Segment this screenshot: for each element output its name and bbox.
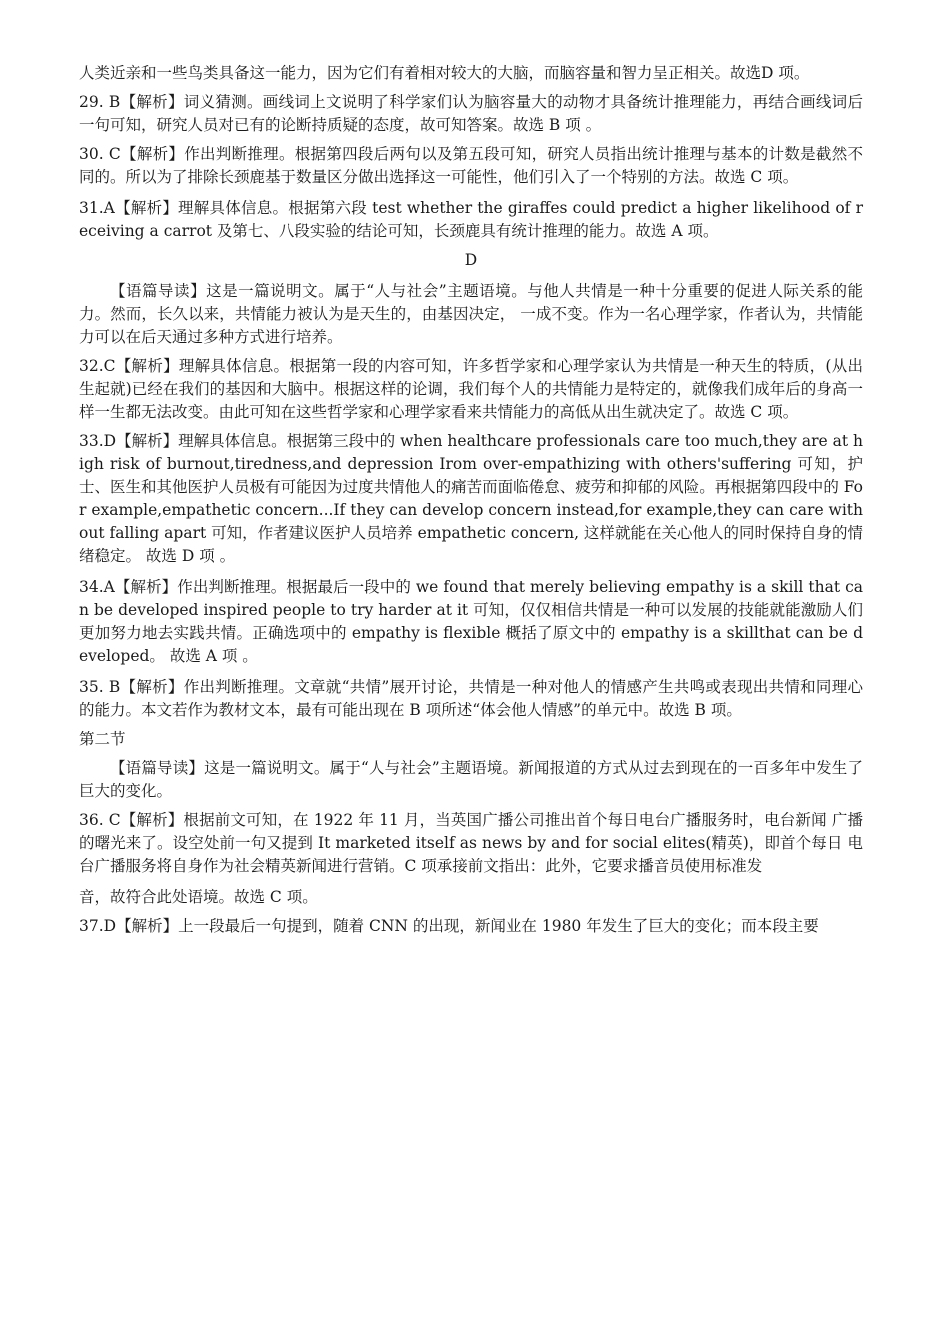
section-heading-d: D	[464, 251, 478, 269]
passage-intro-d: 【语篇导读】这是一篇说明文。属于“人与社会”主题语境。与他人共情是一种十分重要的促进人际关系的能力。然而，长久以来，共情能力被认为是天生的，由基因决定， 一成不变。作为一名心理学家，作者认为，共情能力可以在后天通过多种方式进行培养。	[79, 282, 863, 346]
answer-36: 36. C【解析】根据前文可知，在 1922 年 11 月，当英国广播公司推出首个每日电台广播服务时，电台新闻 广播的曙光来了。设空处前一句又提到 It marketed itself as news by and for social elites(精英)，即首个每日 电台广播服务将自身作为社会精英新闻进行营销。C 项承接前文指出：此外，它要求播音员使用标准发	[79, 811, 863, 875]
answer-32: 32.C【解析】理解具体信息。根据第一段的内容可知，许多哲学家和心理学家认为共情是一种天生的特质，(从出生起就)已经在我们的基因和大脑中。根据这样的论调，我们每个人的共情能力是特定的，就像我们成年后的身高一样一生都无法改变。由此可知在这些哲学家和心理学家看来共情能力的高低从出生就决定了。故选 C 项。	[79, 357, 863, 421]
answer-29: 29. B【解析】词义猜测。画线词上文说明了科学家们认为脑容量大的动物才具备统计推理能力，再结合画线词后一句可知，研究人员对已有的论断持质疑的态度，故可知答案。故选 B 项 。	[79, 93, 863, 134]
answer-33: 33.D【解析】理解具体信息。根据第三段中的 when healthcare professionals care too much,they are at high risk of burnout,tiredness,and depression Irom over-empathizing with others'suffering 可知，护士、医生和其他医护人员极有可能因为过度共情他人的痛苦而面临倦怠、疲劳和抑郁的风险。再根据第四段中的 For example,empathetic concern...If they can develop concern instead,for example,they can care without falling apart 可知，作者建议医护人员培养 empathetic concern, 这样就能在关心他人的同时保持自身的情绪稳定。 故选 D 项 。	[79, 432, 863, 565]
answer-35: 35. B【解析】作出判断推理。文章就“共情”展开讨论，共情是一种对他人的情感产生共鸣或表现出共情和同理心的能力。本文若作为教材文本，最有可能出现在 B 项所述“体会他人情感”的单元中。故选 B 项。	[79, 678, 863, 719]
answer-30: 30. C【解析】作出判断推理。根据第四段后两句以及第五段可知，研究人员指出统计推理与基本的计数是截然不同的。所以为了排除长颈鹿基于数量区分做出选择这一可能性，他们引入了一个特别的方法。故选 C 项。	[79, 145, 863, 186]
passage-intro-part2: 【语篇导读】这是一篇说明文。属于“人与社会”主题语境。新闻报道的方式从过去到现在的一百多年中发生了巨大的变化。	[79, 759, 863, 800]
answer-analysis-document	[79, 62, 863, 944]
answer-34: 34.A【解析】作出判断推理。根据最后一段中的 we found that merely believing empathy is a skill that can be developed inspired people to try harder at it 可知，仅仅相信共情是一种可以发展的技能就能激励人们更加努力地去实践共情。正确选项中的 empathy is flexible 概括了原文中的 empathy is a skillthat can be developed。 故选 A 项 。	[79, 578, 863, 665]
answer-31: 31.A【解析】理解具体信息。根据第六段 test whether the giraffes could predict a higher likelihood of receiving a carrot 及第七、八段实验的结论可知，长颈鹿具有统计推理的能力。故选 A 项。	[79, 199, 863, 240]
paragraph-continuation: 人类近亲和一些鸟类具备这一能力，因为它们有着相对较大的大脑，而脑容量和智力呈正相关。故选D 项。	[79, 64, 810, 82]
section-heading-part2: 第二节	[79, 730, 126, 748]
answer-36-continuation: 音，故符合此处语境。故选 C 项。	[79, 888, 318, 906]
answer-37: 37.D【解析】上一段最后一句提到，随着 CNN 的出现，新闻业在 1980 年发生了巨大的变化；而本段主要	[79, 917, 819, 935]
